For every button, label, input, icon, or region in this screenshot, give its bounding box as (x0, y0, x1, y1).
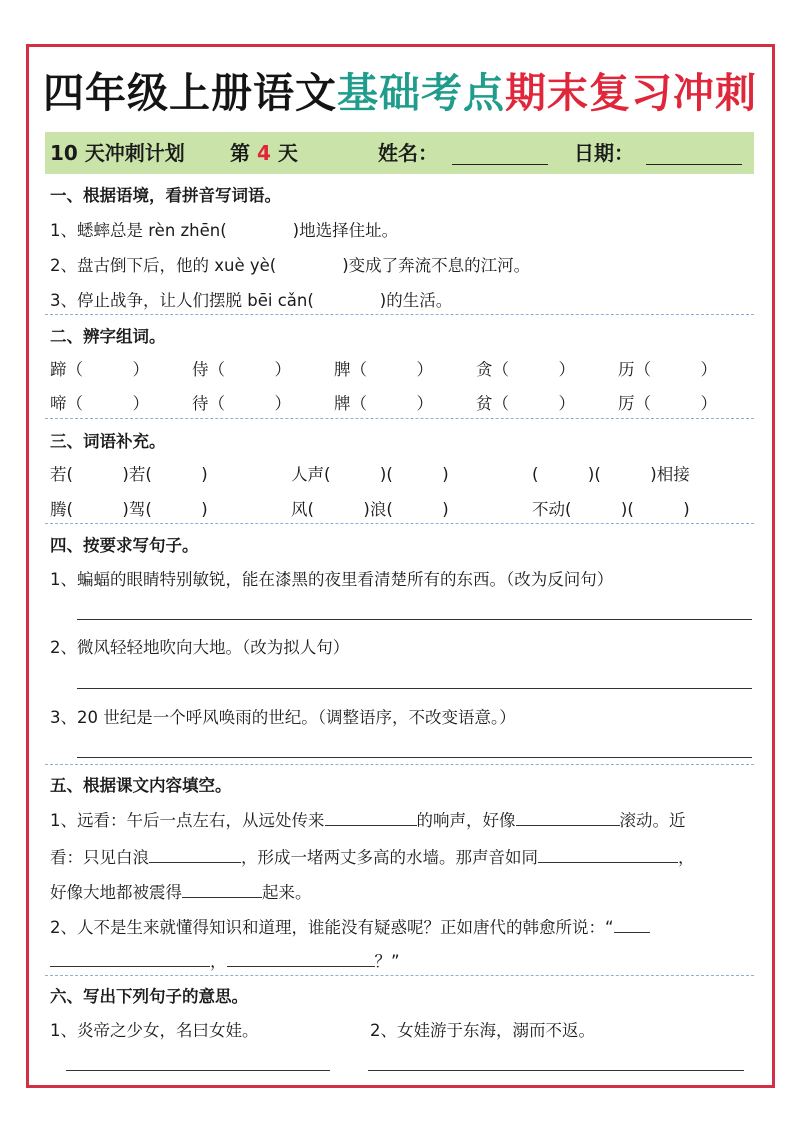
section-5-heading: 五、根据课文内容填空。 (50, 776, 232, 795)
s3-item: ( )( )相接 (532, 465, 690, 484)
s5-text: ？” (374, 952, 400, 971)
s5-q2-line-1 (50, 914, 650, 938)
section-2-heading: 二、辨字组词。 (50, 327, 166, 346)
page-title (0, 60, 800, 126)
name-field[interactable] (452, 140, 548, 165)
divider (45, 418, 754, 419)
s5-text: 2、人不是生来就懂得知识和道理，谁能没有疑惑呢？正如唐代的韩愈所说：“ (50, 918, 614, 937)
section-3-heading: 三、词语补充。 (50, 432, 166, 451)
day-indicator (230, 132, 298, 174)
fill-blank[interactable] (538, 845, 678, 863)
s5-text: 起来。 (262, 883, 312, 902)
answer-line[interactable] (368, 1070, 744, 1071)
s5-text: ， (678, 848, 695, 867)
s5-q1-line-2 (50, 844, 695, 868)
s3-item: 风( )浪( ) (291, 500, 449, 519)
plan-label: 10 天冲刺计划 (50, 141, 185, 165)
s2-item: 历（ ） (618, 360, 717, 379)
s5-text: 好像大地都被震得 (50, 883, 182, 902)
name-label: 姓名： (378, 141, 438, 165)
fill-blank[interactable] (182, 880, 262, 898)
s3-item: 不动( )( ) (532, 500, 690, 519)
date-label: 日期： (574, 141, 634, 165)
s4-question-3: 3、20 世纪是一个呼风唤雨的世纪。（调整语序，不改变语意。） (50, 708, 516, 727)
s2-item: 牌（ ） (334, 394, 433, 413)
s5-text: 看：只见白浪 (50, 848, 149, 867)
s2-item: 贪（ ） (476, 360, 575, 379)
date-field[interactable] (646, 140, 742, 165)
fill-blank[interactable] (149, 845, 241, 863)
s5-q2-line-2 (50, 948, 400, 972)
s5-text: 1、远看：午后一点左右，从远处传来 (50, 811, 325, 830)
s1-question-3: 3、停止战争，让人们摆脱 bēi cǎn( )的生活。 (50, 291, 453, 310)
s4-question-2: 2、微风轻轻地吹向大地。（改为拟人句） (50, 638, 350, 657)
s1-question-1: 1、蟋蟀总是 rèn zhēn( )地选择住址。 (50, 221, 399, 240)
answer-line[interactable] (66, 1070, 330, 1071)
s6-question-2: 2、女娃游于东海，溺而不返。 (370, 1021, 595, 1040)
fill-blank[interactable] (50, 949, 210, 967)
s2-item: 啼（ ） (50, 394, 149, 413)
section-1-heading: 一、根据语境，看拼音写词语。 (50, 186, 281, 205)
title-part-review: 期末复习冲刺 (505, 69, 757, 117)
s3-item: 人声( )( ) (291, 465, 449, 484)
section-6-heading: 六、写出下列句子的意思。 (50, 987, 248, 1006)
s2-item: 脾（ ） (334, 360, 433, 379)
s2-item: 待（ ） (192, 394, 291, 413)
divider (45, 975, 754, 976)
title-part-grade: 四年级上册语文 (43, 69, 337, 117)
fill-blank[interactable] (614, 915, 650, 933)
answer-line[interactable] (77, 757, 752, 758)
s4-question-1: 1、蝙蝠的眼睛特别敏锐，能在漆黑的夜里看清楚所有的东西。（改为反问句） (50, 570, 614, 589)
day-number: 4 (256, 141, 271, 165)
fill-blank[interactable] (516, 808, 620, 826)
s3-item: 若( )若( ) (50, 465, 208, 484)
s2-item: 贫（ ） (476, 394, 575, 413)
day-suffix: 天 (277, 141, 298, 165)
s1-question-2: 2、盘古倒下后，他的 xuè yè( )变成了奔流不息的江河。 (50, 256, 531, 275)
answer-line[interactable] (77, 688, 752, 689)
answer-line[interactable] (77, 619, 752, 620)
s5-text: ， (210, 952, 227, 971)
s5-q1-line-1 (50, 807, 686, 831)
fill-blank[interactable] (325, 808, 417, 826)
divider (45, 314, 754, 315)
s5-text: ，形成一堵两丈多高的水墙。那声音如同 (241, 848, 538, 867)
day-prefix: 第 (230, 141, 250, 165)
s6-question-1: 1、炎帝之少女，名曰女娃。 (50, 1021, 259, 1040)
title-part-topic: 基础考点 (337, 69, 505, 117)
divider (45, 523, 754, 524)
fill-blank[interactable] (227, 949, 375, 967)
section-4-heading: 四、按要求写句子。 (50, 536, 199, 555)
s5-text: 的响声，好像 (416, 811, 516, 830)
divider (45, 764, 754, 765)
s5-q1-line-3 (50, 879, 312, 903)
s2-item: 蹄（ ） (50, 360, 149, 379)
s2-item: 厉（ ） (618, 394, 717, 413)
s5-text: 滚动。近 (619, 811, 686, 830)
s3-item: 腾( )驾( ) (50, 500, 208, 519)
s2-item: 侍（ ） (192, 360, 291, 379)
